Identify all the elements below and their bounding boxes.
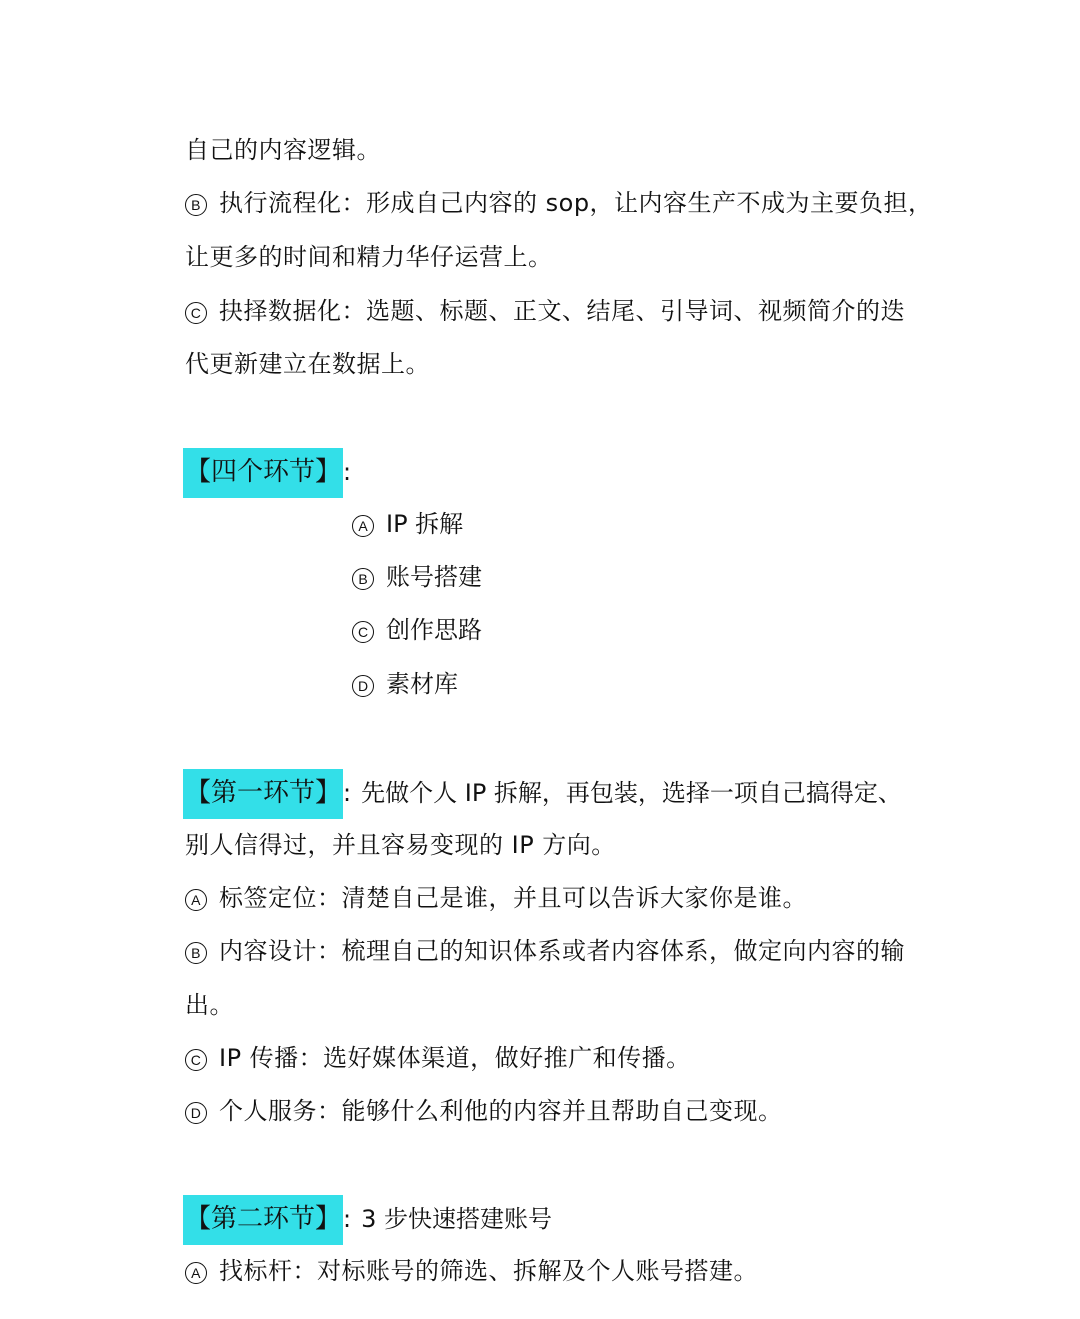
list-item-a — [185, 883, 807, 913]
circled-letter-b: B — [352, 568, 374, 590]
paragraph-line: 自己的内容逻辑。 — [185, 136, 381, 164]
section-heading-stage-two — [185, 1195, 552, 1245]
circled-letter-a: A — [185, 889, 207, 911]
heading-colon: : — [343, 1205, 352, 1233]
list-item-label: 创作思路 — [386, 616, 482, 644]
list-item-c — [185, 1043, 691, 1073]
paragraph-line: 别人信得过，并且容易变现的 IP 方向。 — [185, 831, 616, 859]
list-item-d — [185, 1096, 783, 1126]
circled-letter-c: C — [185, 302, 207, 324]
highlighted-heading: 【四个环节】 — [183, 448, 343, 498]
list-item-text: 内容设计：梳理自己的知识体系或者内容体系，做定向内容的输 — [219, 937, 905, 965]
list-item-text: 标签定位：清楚自己是谁，并且可以告诉大家你是谁。 — [219, 884, 807, 912]
list-item-c — [185, 296, 905, 326]
circled-letter-d: D — [352, 675, 374, 697]
circled-letter-d: D — [185, 1102, 207, 1124]
heading-colon: : — [343, 779, 352, 807]
list-item-text: 找标杆：对标账号的筛选、拆解及个人账号搭建。 — [219, 1257, 758, 1285]
circled-letter-b: B — [185, 194, 207, 216]
list-item-label: 账号搭建 — [386, 563, 482, 591]
circled-letter-a: A — [352, 515, 374, 537]
highlighted-heading: 【第二环节】 — [183, 1195, 343, 1245]
list-item-text: 抉择数据化：选题、标题、正文、结尾、引导词、视频简介的迭 — [219, 297, 905, 325]
list-item — [352, 669, 458, 699]
list-item-b — [185, 188, 933, 218]
circled-letter-b: B — [185, 942, 207, 964]
section-intro: 先做个人 IP 拆解，再包装，选择一项自己搞得定、 — [361, 779, 902, 807]
list-item-b — [185, 936, 905, 966]
list-item-label: IP 拆解 — [386, 510, 464, 538]
paragraph-line: 代更新建立在数据上。 — [185, 350, 430, 378]
circled-letter-c: C — [352, 621, 374, 643]
section-intro: 3 步快速搭建账号 — [361, 1205, 553, 1233]
circled-letter-a: A — [185, 1262, 207, 1284]
list-item — [352, 509, 463, 539]
list-item-text: IP 传播：选好媒体渠道，做好推广和传播。 — [219, 1044, 691, 1072]
list-item-text: 执行流程化：形成自己内容的 sop，让内容生产不成为主要负担， — [219, 189, 933, 217]
list-item-label: 素材库 — [386, 670, 458, 698]
section-heading-stage-one — [185, 769, 902, 819]
section-heading-four-stages — [185, 448, 351, 498]
paragraph-line: 让更多的时间和精力华仔运营上。 — [185, 243, 553, 271]
list-item-text: 个人服务：能够什么利他的内容并且帮助自己变现。 — [219, 1097, 783, 1125]
list-item-a — [185, 1256, 758, 1286]
heading-colon: : — [343, 458, 352, 486]
list-item — [352, 562, 482, 592]
list-item — [352, 615, 482, 645]
paragraph-line: 出。 — [185, 991, 234, 1019]
circled-letter-c: C — [185, 1049, 207, 1071]
highlighted-heading: 【第一环节】 — [183, 769, 343, 819]
